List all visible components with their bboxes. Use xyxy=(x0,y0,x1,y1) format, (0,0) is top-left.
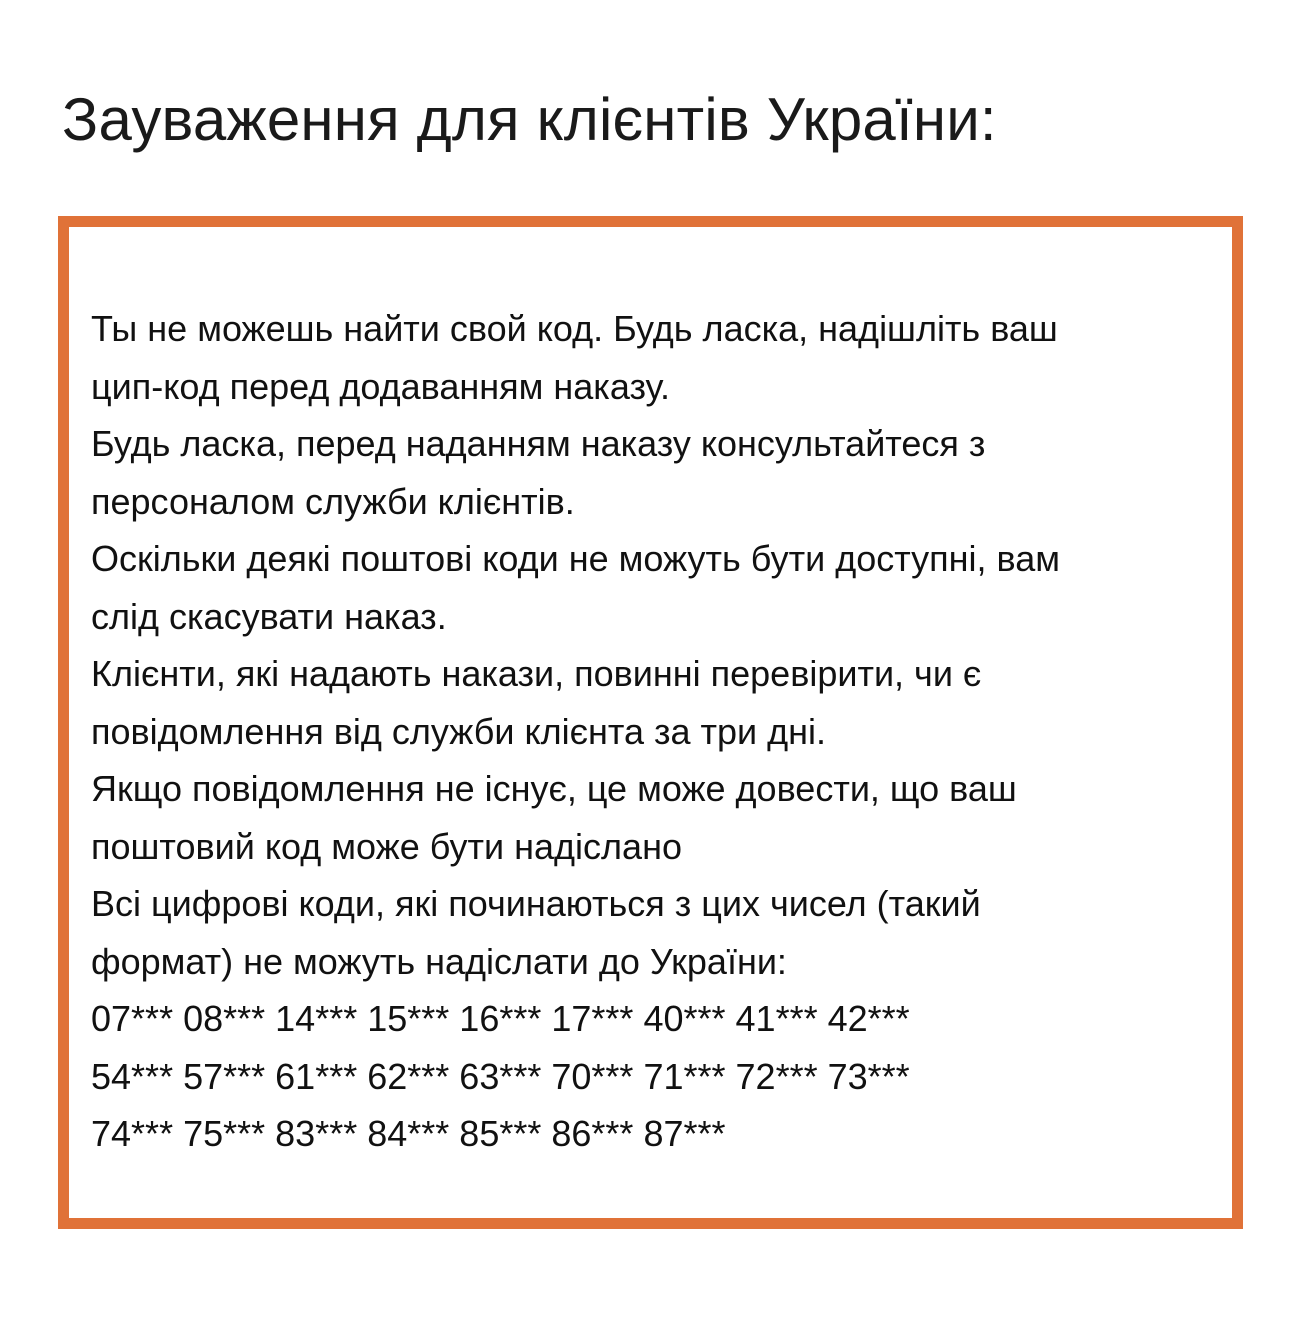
notice-line: Будь ласка, перед наданням наказу консультайтеся з xyxy=(91,423,986,464)
notice-line: повідомлення від служби клієнта за три дні. xyxy=(91,710,827,752)
notice-line: Ты не можешь найти свой код. Будь ласка, надішліть ваш xyxy=(91,308,1058,349)
postal-codes-line: 74*** 75*** 83*** 84*** 85*** 86*** 87*** xyxy=(91,1113,726,1154)
notice-line: формат) не можуть надіслати до України: xyxy=(91,940,787,982)
notice-line: поштовий код може бути надіслано xyxy=(91,825,682,867)
notice-line: Всі цифрові коди, які починаються з цих чисел (такий xyxy=(91,883,981,924)
notice-line: цип-код перед додаванням наказу. xyxy=(91,365,670,407)
notice-text xyxy=(91,300,1231,1163)
postal-codes-line: 54*** 57*** 61*** 62*** 63*** 70*** 71*** 72*** 73*** xyxy=(91,1055,910,1097)
page-title: Зауваження для клієнтів України: xyxy=(62,86,997,153)
notice-box xyxy=(58,216,1243,1229)
notice-line: персоналом служби клієнтів. xyxy=(91,480,575,522)
notice-line: Якщо повідомлення не існує, це може довести, що ваш xyxy=(91,768,1017,809)
notice-line: Оскільки деякі поштові коди не можуть бути доступні, вам xyxy=(91,538,1060,579)
postal-codes-line: 07*** 08*** 14*** 15*** 16*** 17*** 40*** 41*** 42*** xyxy=(91,998,910,1039)
notice-line: Клієнти, які надають накази, повинні перевірити, чи є xyxy=(91,653,982,694)
notice-line: слід скасувати наказ. xyxy=(91,595,447,637)
